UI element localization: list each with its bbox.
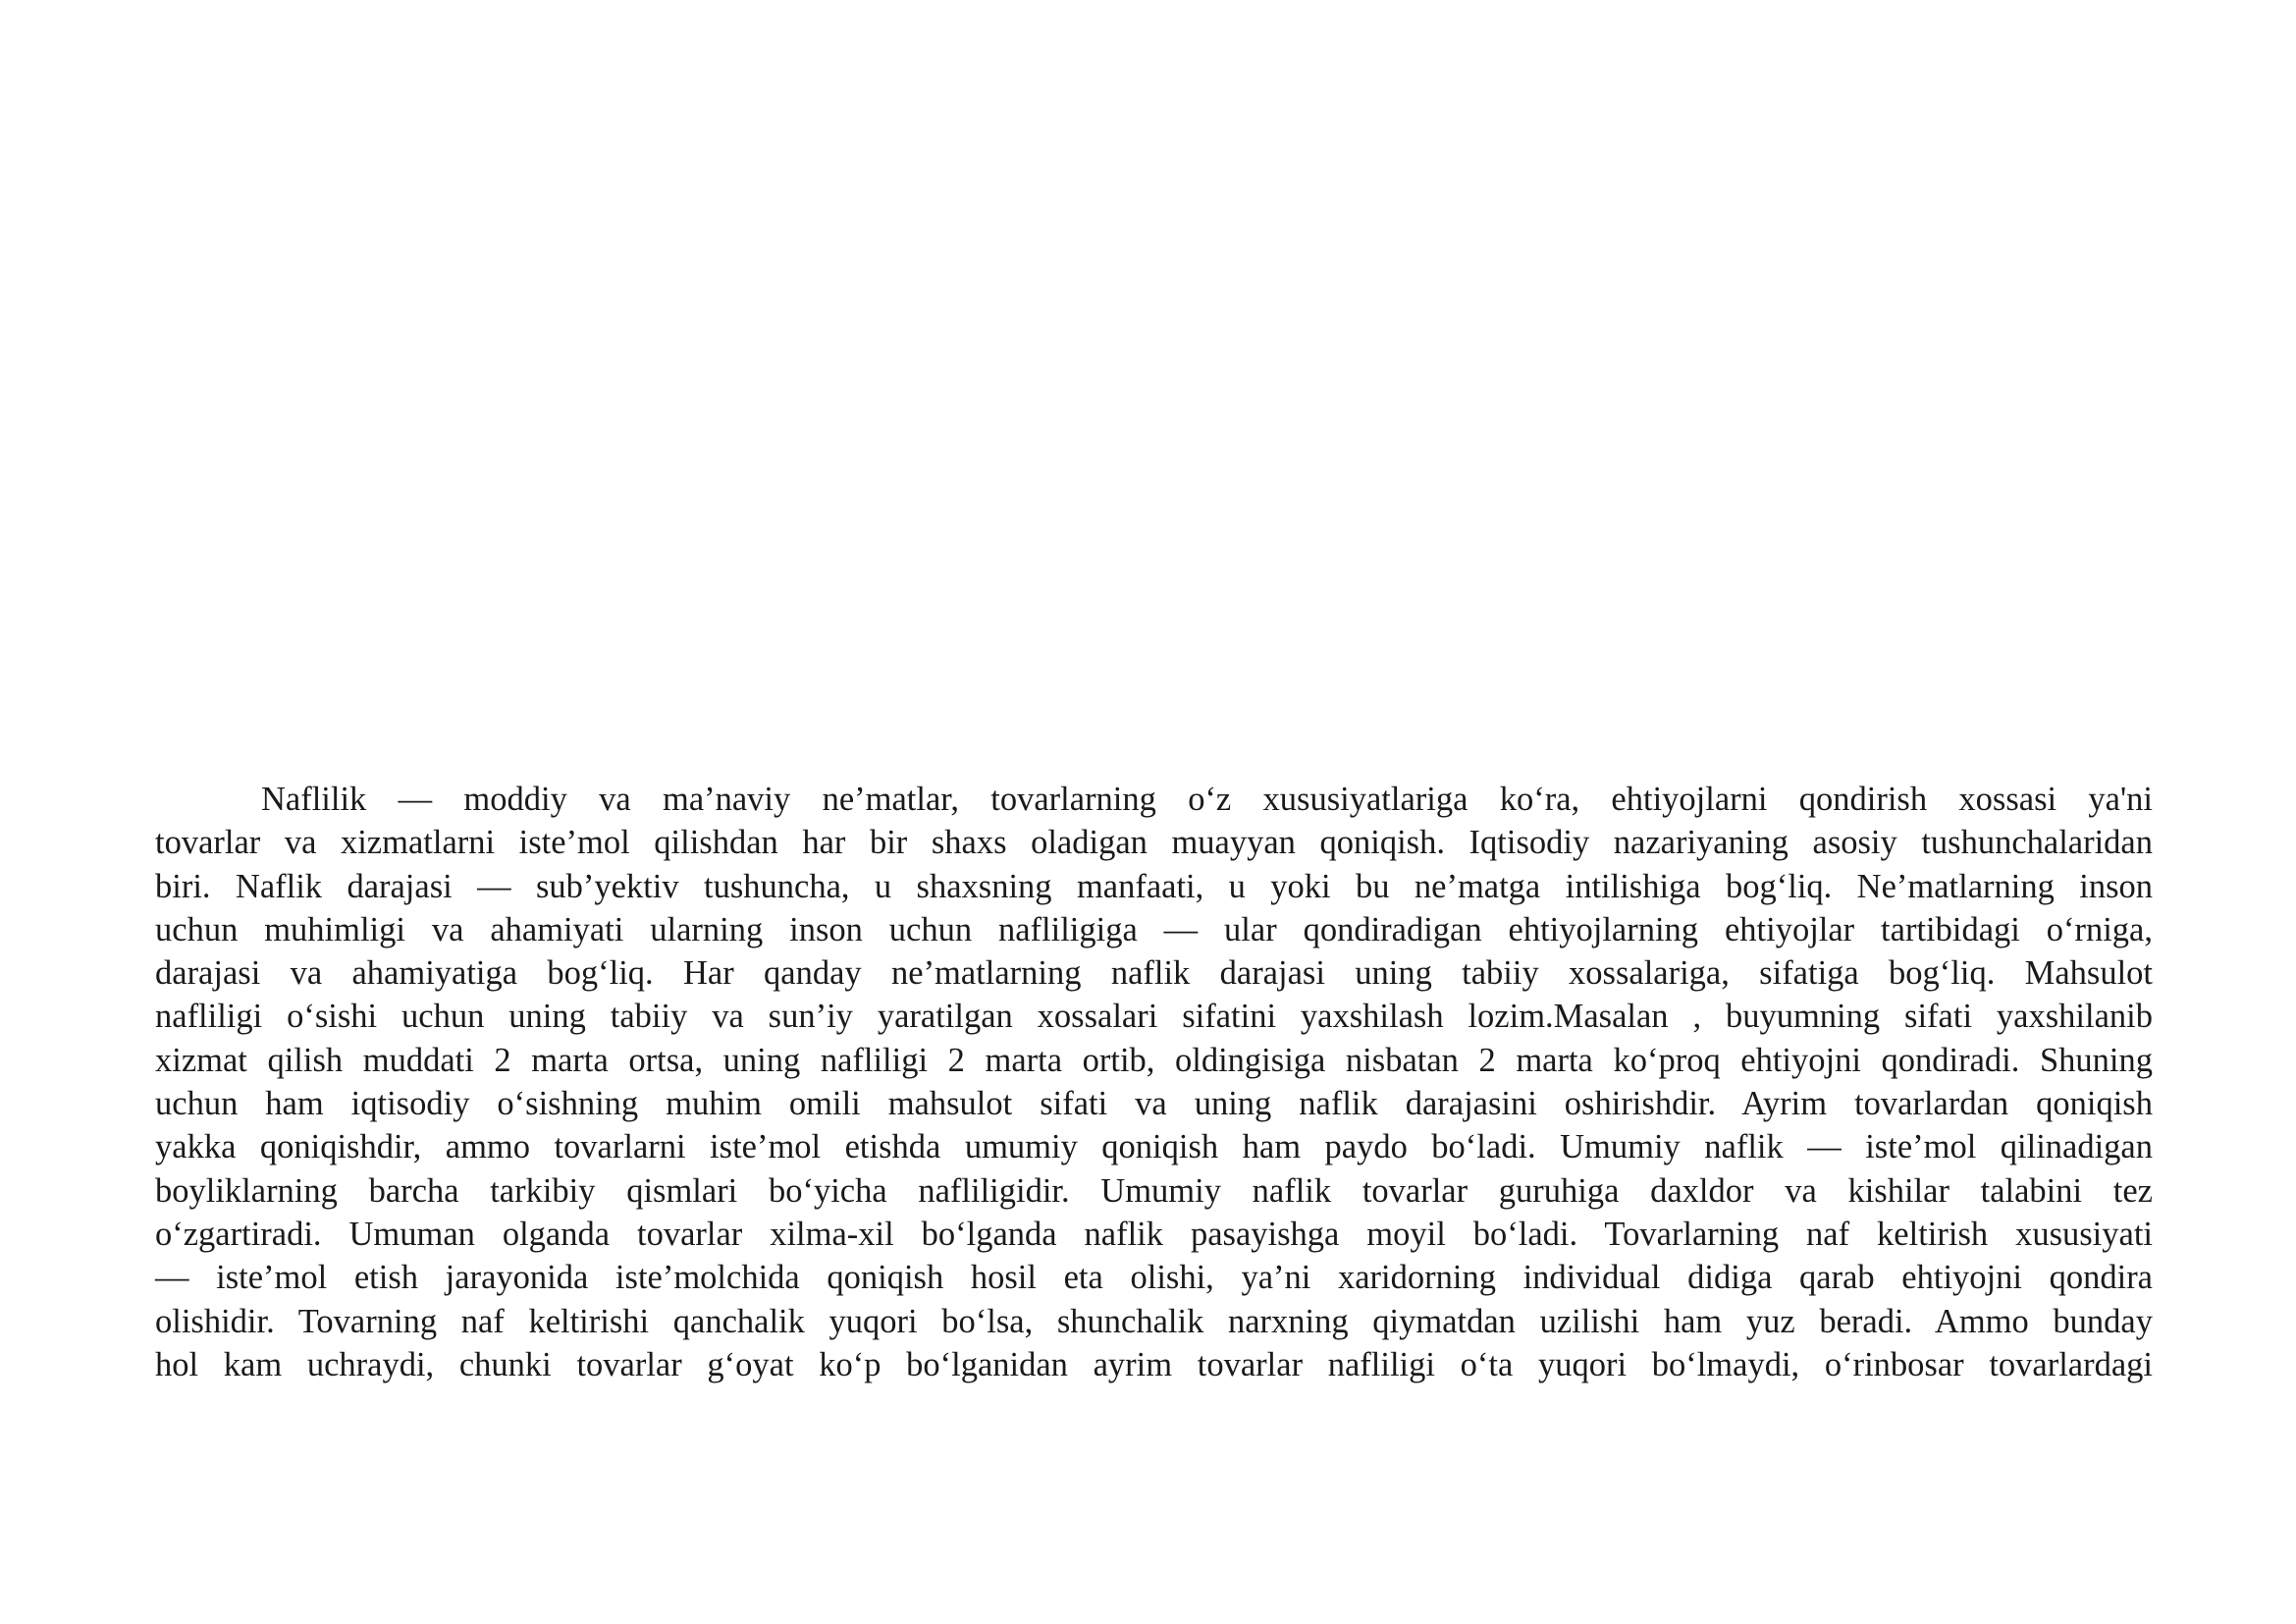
paragraph-line: biri. Naflik darajasi — sub’yektiv tushuncha, u shaxsning manfaati, u yoki bu ne’matga intilishiga bog‘liq. Ne’matlarning inson — [155, 867, 2153, 905]
paragraph-line: uchun ham iqtisodiy o‘sishning muhim omili mahsulot sifati va uning naflik darajasini oshirishdir. Ayrim tovarlardan qoniqish — [155, 1085, 2153, 1123]
paragraph-line: olishidir. Tovarning naf keltirishi qanchalik yuqori bo‘lsa, shunchalik narxning qiymatdan uzilishi ham yuz beradi. Ammo bunday — [155, 1302, 2153, 1340]
paragraph-line: xizmat qilish muddati 2 marta ortsa, uning nafliligi 2 marta ortib, oldingisiga nisbatan 2 marta ko‘proq ehtiyojni qondiradi. Shuning — [155, 1041, 2153, 1079]
paragraph-line: — iste’mol etish jarayonida iste’molchida qoniqish hosil eta olishi, ya’ni xaridorning individual didiga qarab ehtiyojni qondira — [155, 1259, 2153, 1297]
paragraph-line: nafliligi o‘sishi uchun uning tabiiy va sun’iy yaratilgan xossalari sifatini yaxshilash lozim.Masalan , buyumning sifati yaxshilanib — [155, 998, 2153, 1036]
body-paragraph — [155, 778, 2153, 1386]
paragraph-line: boyliklarning barcha tarkibiy qismlari bo‘yicha nafliligidir. Umumiy naflik tovarlar guruhiga daxldor va kishilar talabini tez — [155, 1171, 2153, 1210]
paragraph-line: Naflilik — moddiy va ma’naviy ne’matlar, tovarlarning o‘z xususiyatlariga ko‘ra, ehtiyojlarni qondirish xossasi ya'ni — [261, 781, 2153, 818]
paragraph-line: tovarlar va xizmatlarni iste’mol qilishdan har bir shaxs oladigan muayyan qoniqish. Iqtisodiy nazariyaning asosiy tushunchalaridan — [155, 824, 2153, 862]
paragraph-line: darajasi va ahamiyatiga bog‘liq. Har qanday ne’matlarning naflik darajasi uning tabiiy xossalariga, sifatiga bog‘liq. Mahsulot — [155, 954, 2153, 993]
paragraph-line: o‘zgartiradi. Umuman olganda tovarlar xilma-xil bo‘lganda naflik pasayishga moyil bo‘ladi. Tovarlarning naf keltirish xususiyati — [155, 1215, 2153, 1253]
paragraph-line: yakka qoniqishdir, ammo tovarlarni iste’mol etishda umumiy qoniqish ham paydo bo‘ladi. Umumiy naflik — iste’mol qilinadigan — [155, 1128, 2153, 1166]
paragraph-line: hol kam uchraydi, chunki tovarlar g‘oyat ko‘p bo‘lganidan ayrim tovarlar nafliligi o‘ta yuqori bo‘lmaydi, o‘rinbosar tovarlardagi — [155, 1345, 2153, 1383]
paragraph-line: uchun muhimligi va ahamiyati ularning inson uchun nafliligiga — ular qondiradigan ehtiyojlarning ehtiyojlar tartibidagi o‘rniga, — [155, 910, 2153, 948]
